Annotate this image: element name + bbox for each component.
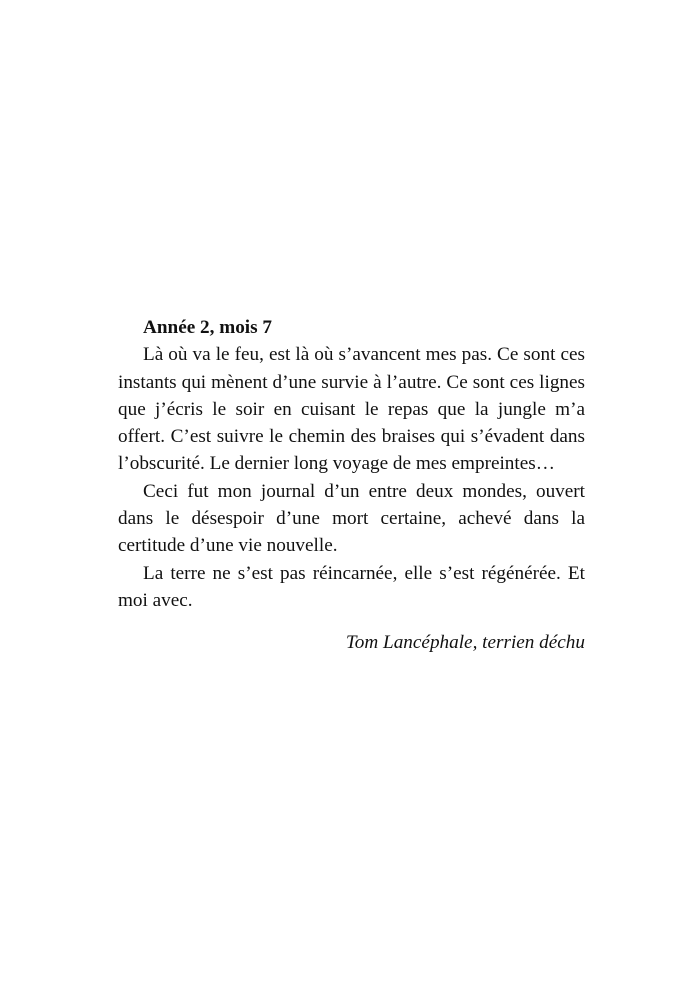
entry-heading: Année 2, mois 7 bbox=[143, 317, 272, 338]
page-text-block bbox=[118, 314, 585, 657]
paragraph-1: Là où va le feu, est là où s’avancent mes pas. Ce sont ces instants qui mènent d’une survie à l’autre. Ce sont ces lignes que j’écris le soir en cuisant le repas que la jungle m’a offert. C’est suivre le chemin des braises qui s’évadent dans l’obscurité. Le dernier long voyage de mes empreintes… bbox=[118, 344, 585, 475]
paragraph-2: Ceci fut mon journal d’un entre deux mondes, ouvert dans le désespoir d’une mort certaine, achevé dans la certitude d’une vie nouvelle. bbox=[118, 480, 585, 557]
signature: Tom Lancéphale, terrien déchu bbox=[345, 632, 585, 654]
paragraph-3: La terre ne s’est pas réincarnée, elle s’est régénérée. Et moi avec. bbox=[118, 562, 585, 611]
